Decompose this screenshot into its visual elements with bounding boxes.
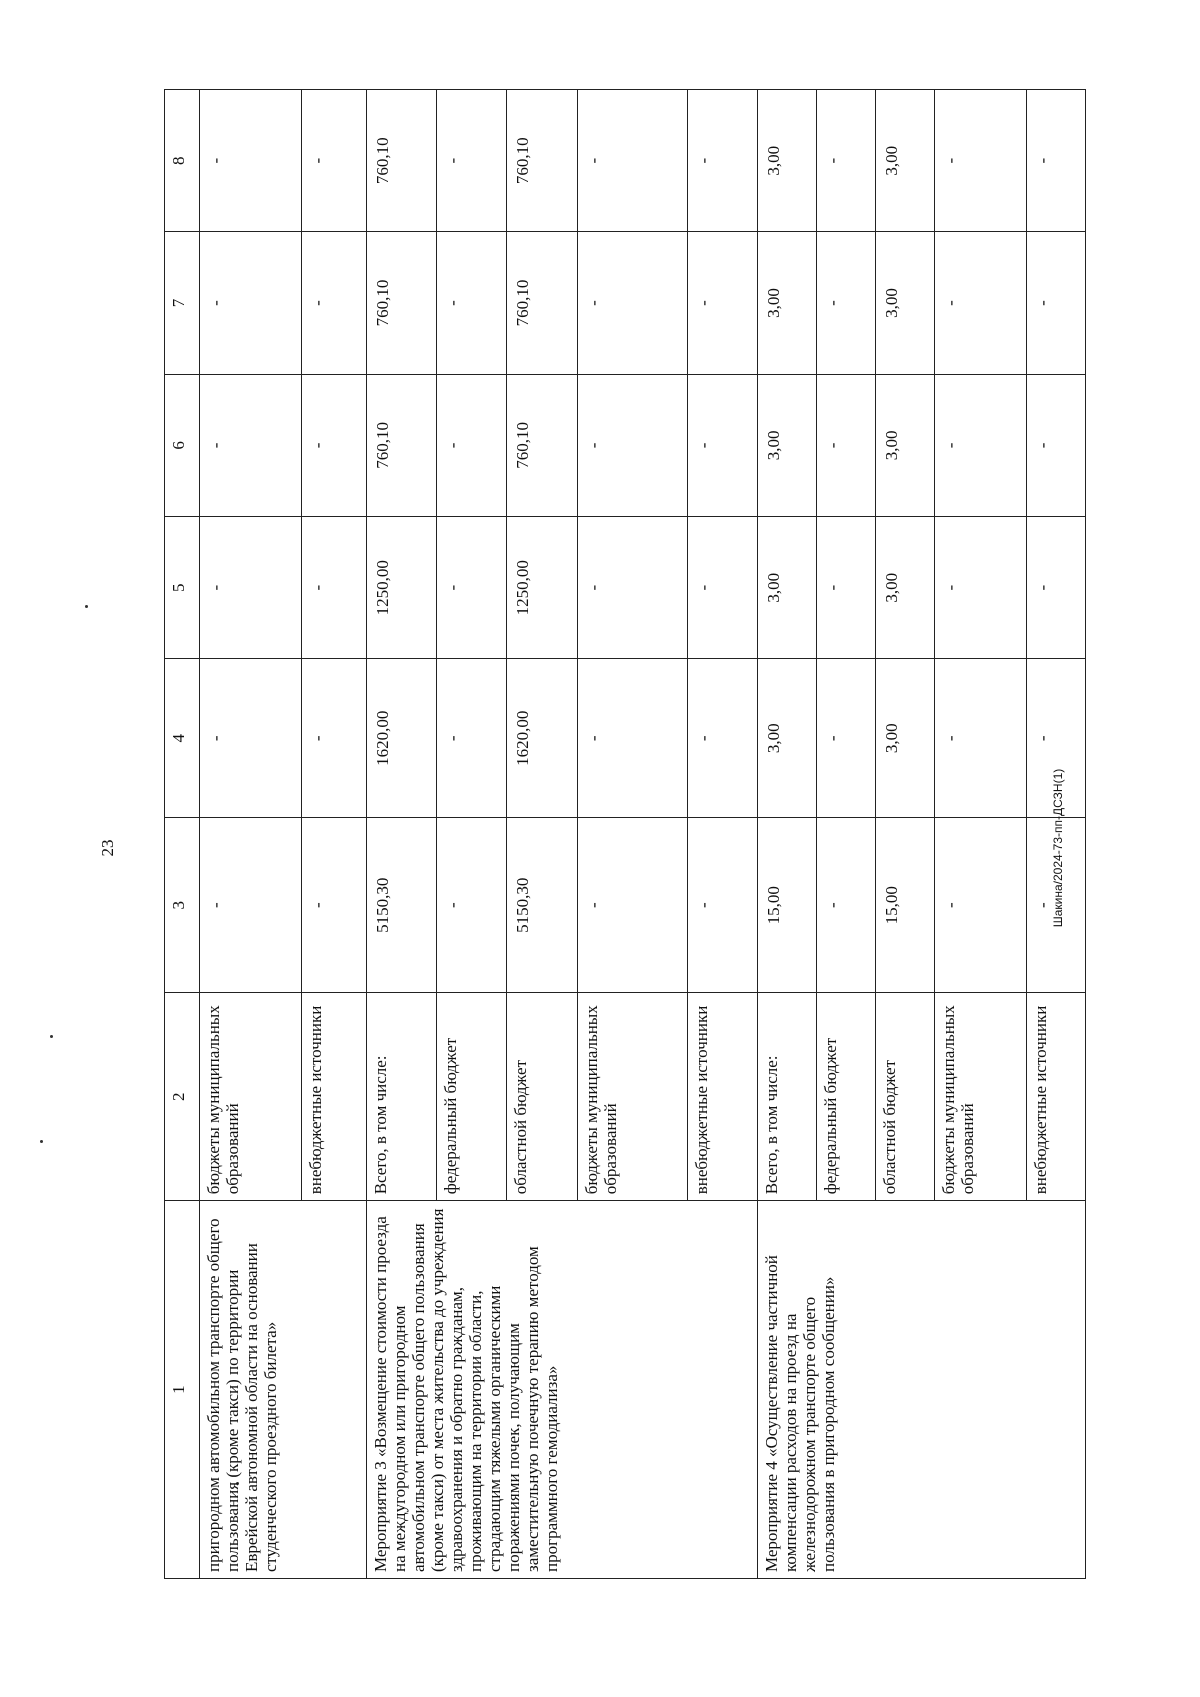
measure-description: Мероприятие 3 «Возмещение стоимости проезда на междугородном или пригородном автомобильном транспорте общего пользования (кроме такси) от места жительства до учреждения здравоохранения и обратно гражданам, проживающим на территории области, страдающим тяжелыми органическими поражениями почек, получающим заместительную почечную терапию методом программного гемодиализа» — [366, 1201, 757, 1579]
amount-cell: - — [200, 517, 302, 659]
amount-cell: - — [200, 818, 302, 993]
column-header: 3 — [165, 818, 200, 993]
funding-source: Всего, в том числе: — [366, 993, 436, 1201]
amount-cell: - — [437, 517, 507, 659]
funding-source: внебюджетные источники — [687, 993, 757, 1201]
amount-cell: - — [437, 232, 507, 374]
table-row — [200, 90, 302, 1579]
amount-cell: - — [577, 659, 687, 818]
amount-cell: - — [1026, 232, 1085, 374]
amount-cell: 760,10 — [507, 232, 577, 374]
amount-cell: - — [1026, 659, 1085, 818]
amount-cell: - — [687, 517, 757, 659]
amount-cell: - — [200, 232, 302, 374]
amount-cell: - — [200, 374, 302, 516]
amount-cell: 15,00 — [757, 818, 816, 993]
amount-cell: 3,00 — [757, 659, 816, 818]
table-row — [757, 90, 816, 1579]
amount-cell: - — [816, 517, 875, 659]
table-body — [200, 90, 1086, 1579]
amount-cell: - — [816, 90, 875, 232]
amount-cell: - — [934, 818, 1026, 993]
amount-cell: 760,10 — [366, 374, 436, 516]
amount-cell: - — [301, 818, 366, 993]
amount-cell: - — [687, 818, 757, 993]
amount-cell: - — [934, 374, 1026, 516]
amount-cell: - — [934, 659, 1026, 818]
amount-cell: 760,10 — [507, 374, 577, 516]
amount-cell: 3,00 — [757, 232, 816, 374]
amount-cell: 3,00 — [875, 517, 934, 659]
amount-cell: - — [1026, 818, 1085, 993]
page-number: 23 — [98, 839, 117, 857]
amount-cell: 3,00 — [875, 659, 934, 818]
table-row — [366, 90, 436, 1579]
amount-cell: - — [816, 374, 875, 516]
funding-source: внебюджетные источники — [1026, 993, 1085, 1201]
amount-cell: 3,00 — [757, 374, 816, 516]
funding-source: Всего, в том числе: — [757, 993, 816, 1201]
amount-cell: - — [437, 818, 507, 993]
amount-cell: - — [301, 374, 366, 516]
column-header: 1 — [165, 1201, 200, 1579]
measure-description: Мероприятие 4 «Осуществление частичной компенсации расходов на проезд на железнодорожном транспорте общего пользования в пригородном сообщении» — [757, 1201, 1085, 1579]
amount-cell: - — [301, 232, 366, 374]
funding-source: федеральный бюджет — [816, 993, 875, 1201]
amount-cell: - — [301, 517, 366, 659]
amount-cell: - — [200, 90, 302, 232]
amount-cell: - — [1026, 517, 1085, 659]
funding-source: федеральный бюджет — [437, 993, 507, 1201]
amount-cell: 3,00 — [875, 232, 934, 374]
column-header: 6 — [165, 374, 200, 516]
amount-cell: - — [301, 90, 366, 232]
amount-cell: - — [437, 90, 507, 232]
amount-cell: 1250,00 — [366, 517, 436, 659]
amount-cell: - — [577, 90, 687, 232]
scan-speck — [50, 1035, 53, 1038]
amount-cell: - — [816, 232, 875, 374]
funding-source: бюджеты муниципальных образований — [200, 993, 302, 1201]
amount-cell: - — [816, 818, 875, 993]
amount-cell: - — [934, 232, 1026, 374]
rotated-table-area — [164, 89, 1086, 1579]
amount-cell: 1620,00 — [507, 659, 577, 818]
funding-source: бюджеты муниципальных образований — [577, 993, 687, 1201]
amount-cell: - — [577, 374, 687, 516]
amount-cell: 3,00 — [875, 90, 934, 232]
amount-cell: 3,00 — [757, 90, 816, 232]
header-row — [165, 90, 200, 1579]
amount-cell: - — [577, 818, 687, 993]
funding-source: внебюджетные источники — [301, 993, 366, 1201]
amount-cell: - — [934, 517, 1026, 659]
amount-cell: - — [301, 659, 366, 818]
landscape-content — [164, 89, 1086, 1579]
amount-cell: 15,00 — [875, 818, 934, 993]
funding-source: областной бюджет — [875, 993, 934, 1201]
column-header: 5 — [165, 517, 200, 659]
amount-cell: - — [687, 232, 757, 374]
amount-cell: - — [687, 374, 757, 516]
funding-table — [164, 89, 1086, 1579]
amount-cell: 760,10 — [507, 90, 577, 232]
amount-cell: 760,10 — [366, 90, 436, 232]
amount-cell: - — [816, 659, 875, 818]
amount-cell: - — [437, 374, 507, 516]
scan-speck — [40, 1140, 43, 1143]
amount-cell: - — [437, 659, 507, 818]
amount-cell: - — [1026, 374, 1085, 516]
amount-cell: - — [577, 517, 687, 659]
amount-cell: 5150,30 — [507, 818, 577, 993]
amount-cell: 1620,00 — [366, 659, 436, 818]
column-header: 7 — [165, 232, 200, 374]
funding-source: бюджеты муниципальных образований — [934, 993, 1026, 1201]
amount-cell: - — [200, 659, 302, 818]
document-code: Шакина/2024-73-пп-ДСЗН(1) — [1051, 768, 1065, 928]
amount-cell: - — [934, 90, 1026, 232]
amount-cell: - — [1026, 90, 1085, 232]
column-header: 4 — [165, 659, 200, 818]
amount-cell: - — [687, 90, 757, 232]
funding-source: областной бюджет — [507, 993, 577, 1201]
amount-cell: - — [577, 232, 687, 374]
column-header: 2 — [165, 993, 200, 1201]
amount-cell: - — [687, 659, 757, 818]
measure-description: пригородном автомобильном транспорте общего пользования (кроме такси) по территории Еврейской автономной области на основании студенческого проездного билета» — [200, 1201, 367, 1579]
amount-cell: 5150,30 — [366, 818, 436, 993]
scan-speck — [85, 605, 88, 608]
amount-cell: 3,00 — [757, 517, 816, 659]
amount-cell: 760,10 — [366, 232, 436, 374]
column-header: 8 — [165, 90, 200, 232]
amount-cell: 1250,00 — [507, 517, 577, 659]
amount-cell: 3,00 — [875, 374, 934, 516]
